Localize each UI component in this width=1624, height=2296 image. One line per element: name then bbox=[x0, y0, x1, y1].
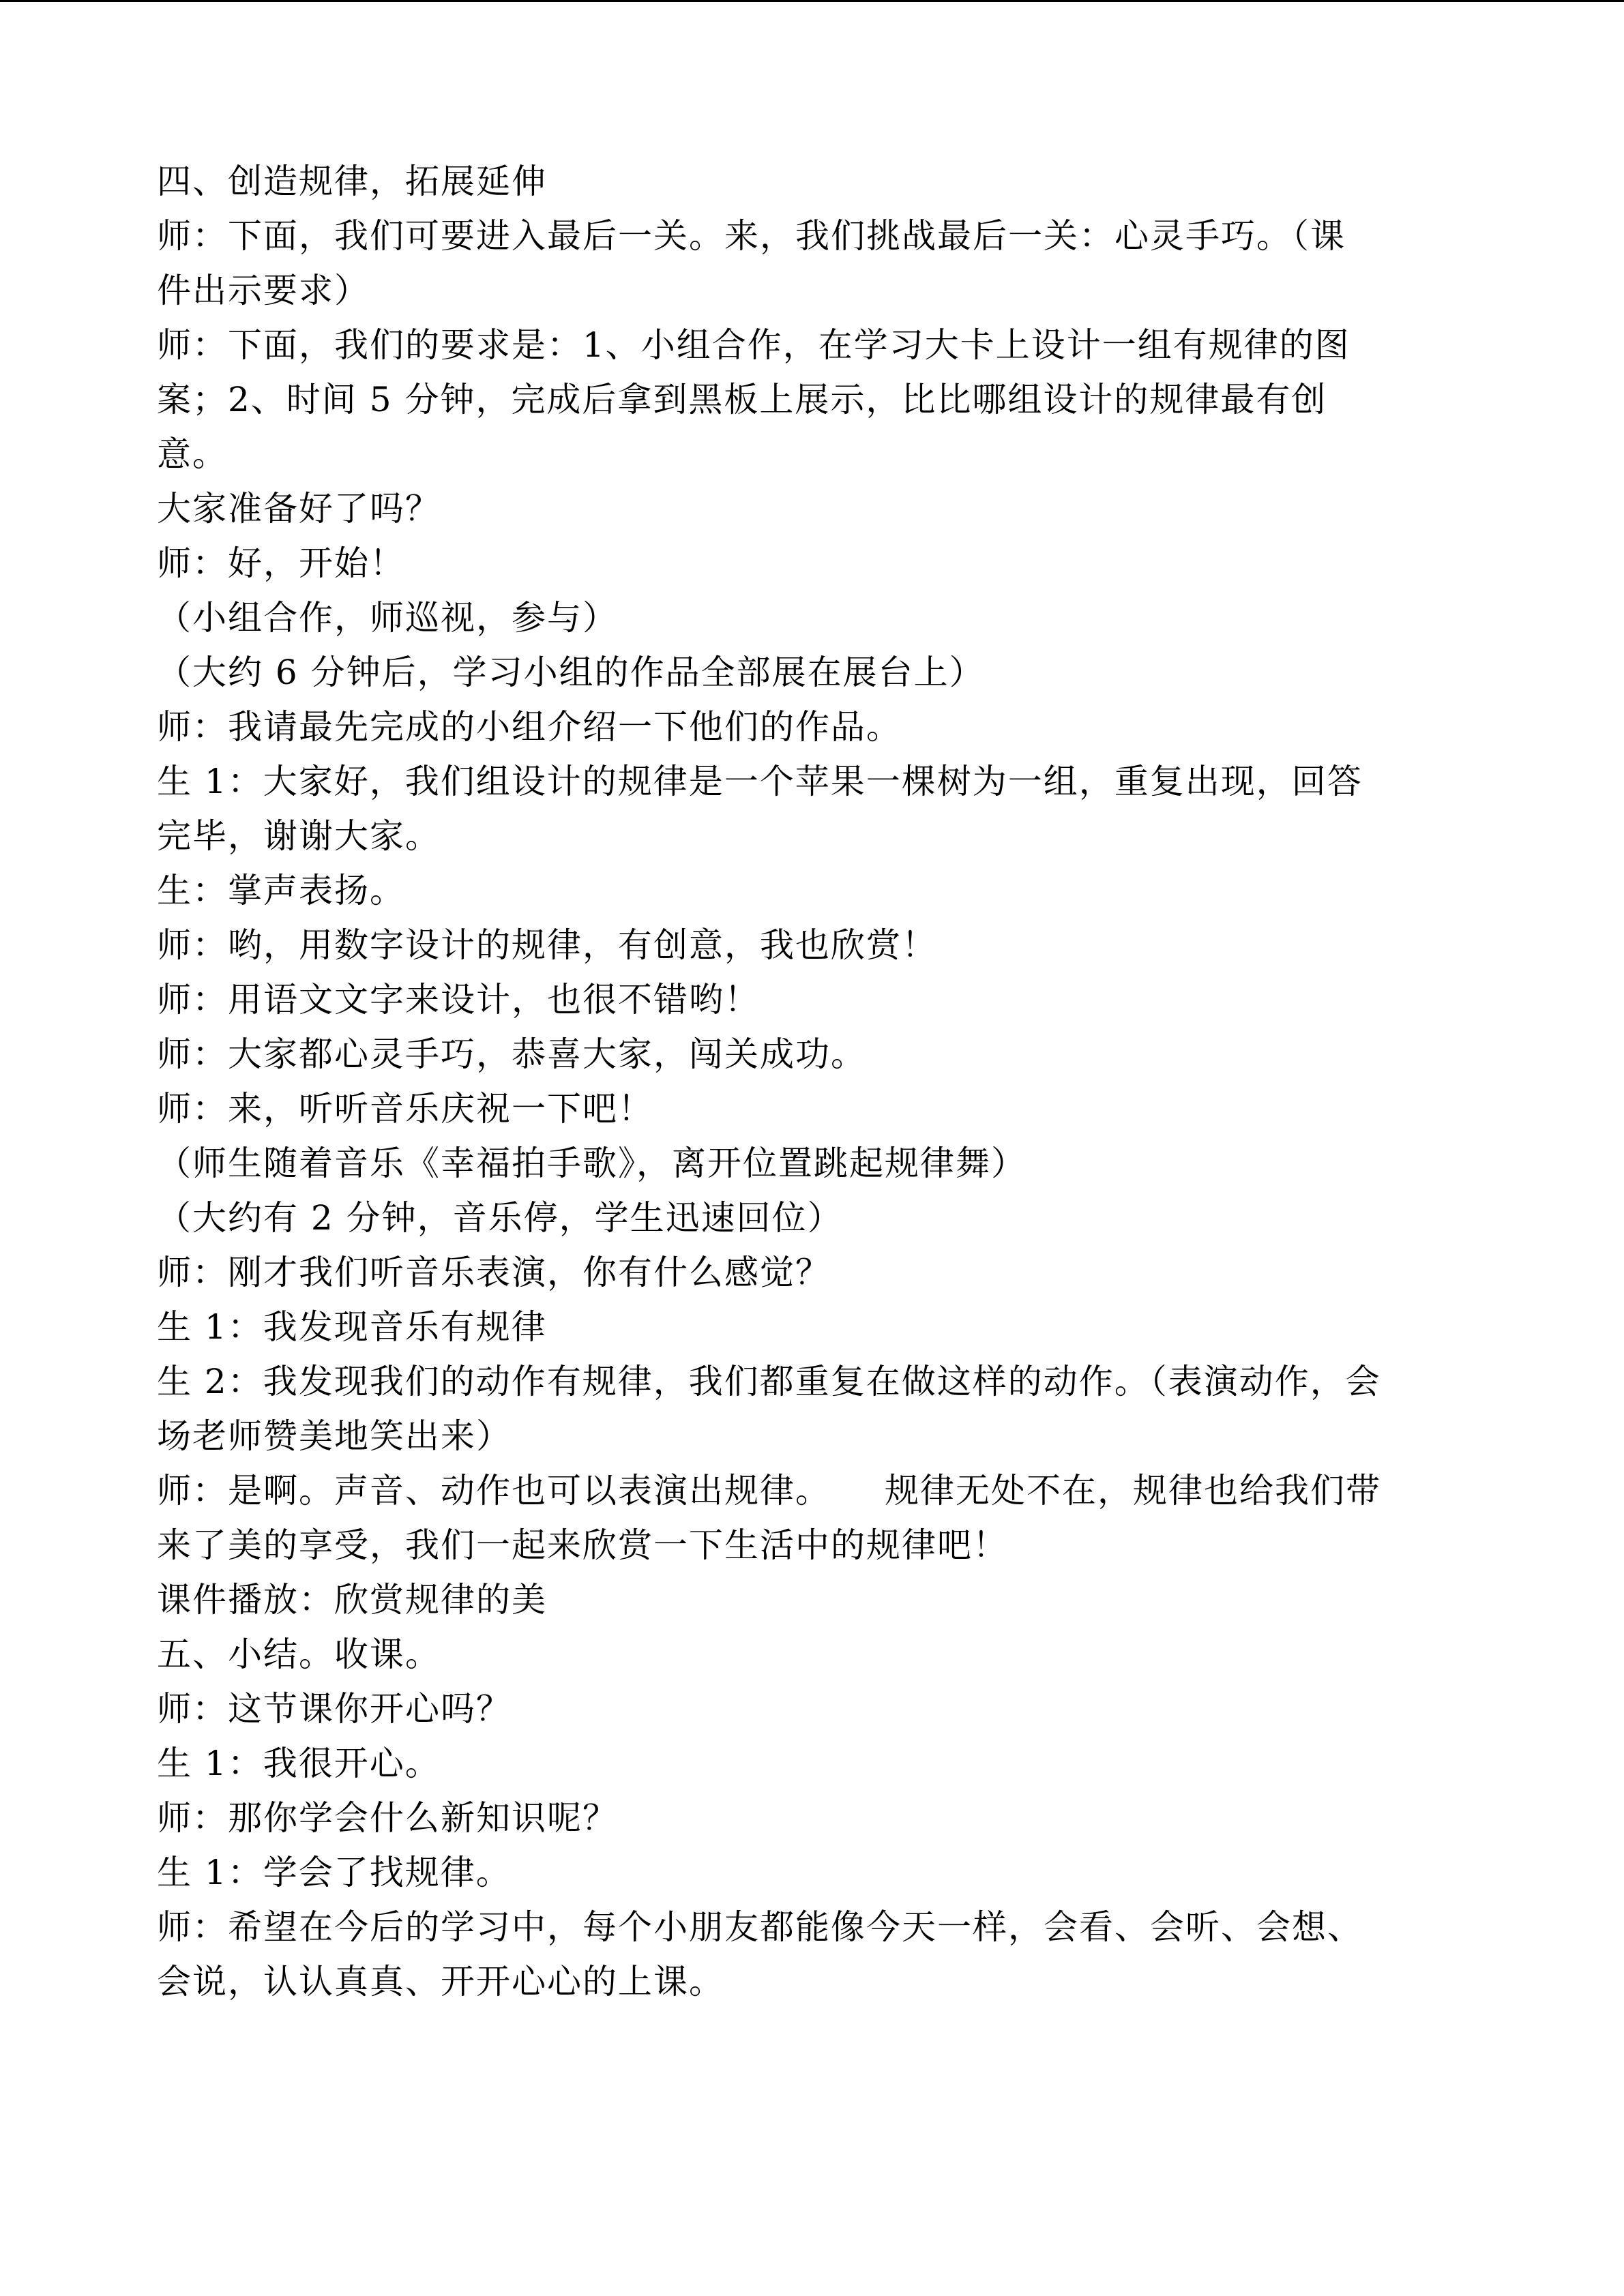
text-line: （师生随着音乐《幸福拍手歌》，离开位置跳起规律舞） bbox=[157, 1144, 1027, 1183]
text-line: （大约 6 分钟后，学习小组的作品全部展在展台上） bbox=[157, 653, 985, 692]
text-line: 案；2、时间 5 分钟，完成后拿到黑板上展示，比比哪组设计的规律最有创 bbox=[157, 380, 1327, 419]
text-line: 师：下面，我们可要进入最后一关。来，我们挑战最后一关：心灵手巧。（课 bbox=[157, 216, 1346, 256]
text-line: 师：刚才我们听音乐表演，你有什么感觉？ bbox=[157, 1253, 831, 1292]
text-line: 师：那你学会什么新知识呢？ bbox=[157, 1798, 618, 1838]
text-line: 师：好，开始！ bbox=[157, 543, 405, 583]
section-heading: 五、小结。收课。 bbox=[157, 1635, 441, 1674]
text-line: 师：我请最先完成的小组介绍一下他们的作品。 bbox=[157, 707, 902, 747]
text-line: 件出示要求） bbox=[157, 271, 370, 310]
text-line: 课件播放：欣赏规律的美 bbox=[157, 1580, 547, 1620]
text-line: 生 1：我很开心。 bbox=[157, 1744, 441, 1783]
text-line: 大家准备好了吗？ bbox=[157, 489, 441, 528]
text-line: 生：掌声表扬。 bbox=[157, 871, 405, 910]
text-line: （大约有 2 分钟，音乐停，学生迅速回位） bbox=[157, 1198, 843, 1238]
text-line: 师：大家都心灵手巧，恭喜大家，闯关成功。 bbox=[157, 1034, 866, 1074]
text-line: 生 1：我发现音乐有规律 bbox=[157, 1307, 547, 1347]
text-line: 意。 bbox=[157, 434, 228, 474]
top-border-line bbox=[0, 0, 1624, 2]
text-line: 场老师赞美地笑出来） bbox=[157, 1416, 512, 1456]
text-line: （小组合作，师巡视，参与） bbox=[157, 598, 618, 638]
text-line: 来了美的享受，我们一起来欣赏一下生活中的规律吧！ bbox=[157, 1525, 1008, 1565]
text-line: 师：这节课你开心吗？ bbox=[157, 1689, 512, 1729]
text-line: 师：用语文文字来设计，也很不错哟！ bbox=[157, 980, 760, 1019]
text-line: 师：哟，用数字设计的规律，有创意，我也欣赏！ bbox=[157, 925, 937, 965]
text-line: 师：来，听听音乐庆祝一下吧！ bbox=[157, 1089, 653, 1129]
text-line: 完毕，谢谢大家。 bbox=[157, 816, 441, 856]
text-line: 生 1：学会了找规律。 bbox=[157, 1853, 512, 1892]
text-line: 师：下面，我们的要求是：1、小组合作，在学习大卡上设计一组有规律的图 bbox=[157, 325, 1350, 365]
section-heading: 四、创造规律，拓展延伸 bbox=[157, 162, 547, 201]
text-line: 生 2：我发现我们的动作有规律，我们都重复在做这样的动作。（表演动作，会 bbox=[157, 1362, 1381, 1401]
text-line: 生 1：大家好，我们组设计的规律是一个苹果一棵树为一组，重复出现，回答 bbox=[157, 762, 1363, 801]
document-page bbox=[157, 154, 1494, 2009]
text-line: 会说，认认真真、开开心心的上课。 bbox=[157, 1962, 724, 2001]
text-line: 师：是啊。声音、动作也可以表演出规律。 规律无处不在，规律也给我们带 bbox=[157, 1471, 1381, 1510]
text-line: 师：希望在今后的学习中，每个小朋友都能像今天一样，会看、会听、会想、 bbox=[157, 1907, 1363, 1947]
